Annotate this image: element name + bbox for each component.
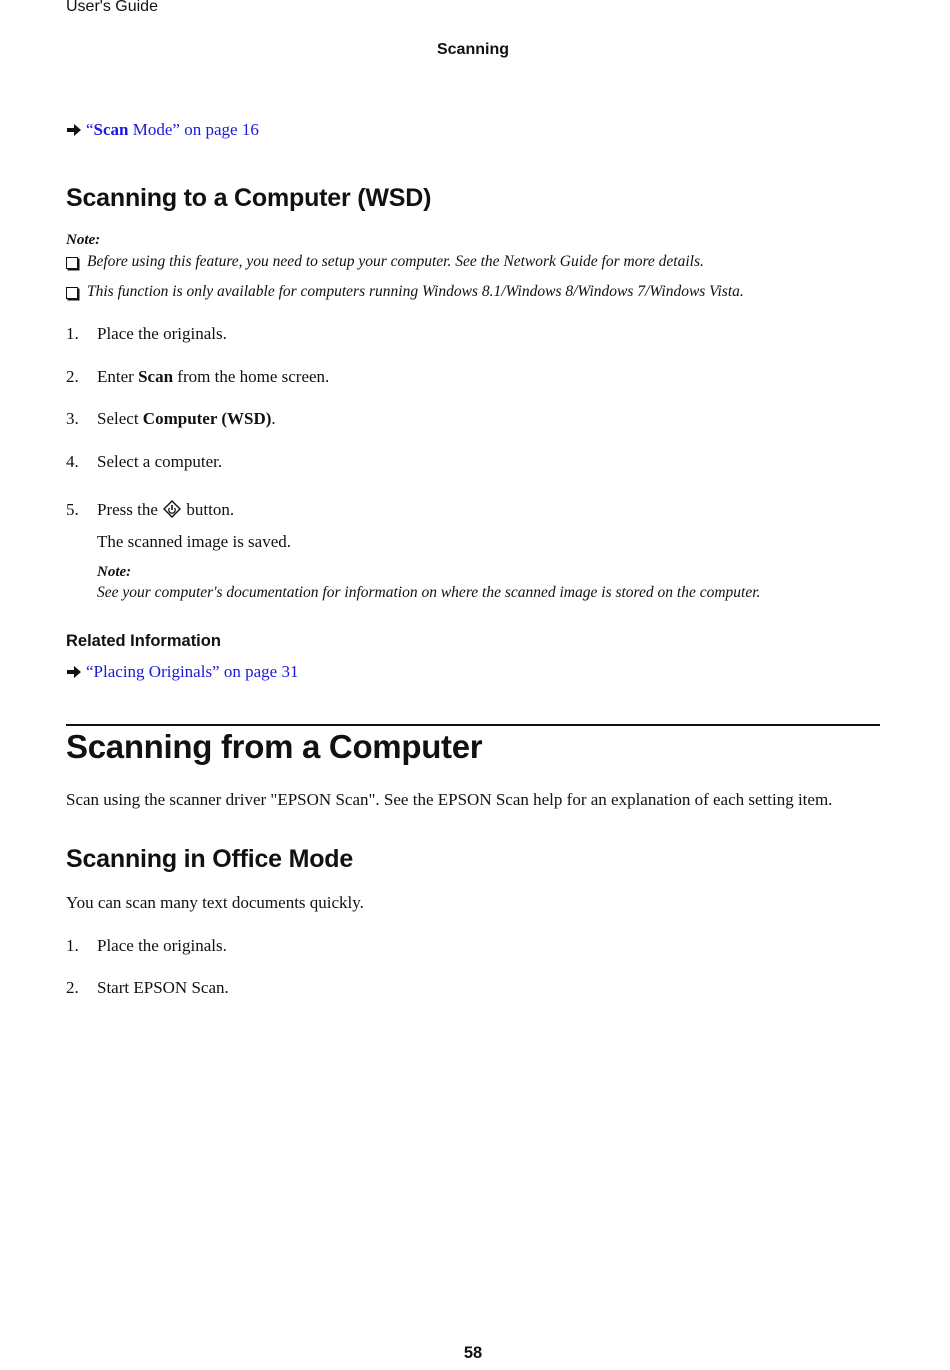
step-number: 1. [66,936,79,955]
step-text: Press the [97,500,163,519]
office-step-1 [66,936,227,956]
step-text: Start EPSON Scan. [97,978,229,997]
step-3 [66,409,276,429]
step-text: Place the originals. [97,324,227,343]
wsd-heading: Scanning to a Computer (WSD) [66,184,432,212]
step-text: Select [97,409,143,428]
step-text: button. [182,500,235,519]
arrow-right-icon [66,665,82,679]
link-open-quote: “ [86,120,94,139]
guide-title: User's Guide [66,0,158,15]
step-number: 2. [66,978,79,997]
step-number: 4. [66,452,79,471]
placing-originals-link-line [66,662,298,682]
note-item [66,283,744,301]
start-button-icon [163,500,181,518]
checkbox-icon [66,257,78,269]
related-information-heading: Related Information [66,632,221,650]
arrow-right-icon [66,123,82,137]
note-text: Before using this feature, you need to setup your computer. See the Network Guide for more details. [87,253,704,270]
step-5-result: The scanned image is saved. [97,532,292,551]
office-step-2 [66,978,229,998]
checkbox-icon [66,287,78,299]
office-mode-intro: You can scan many text documents quickly. [66,893,364,912]
page-number: 58 [463,1344,483,1362]
note-label: Note: [66,232,101,248]
step-5-note-text: See your computer's documentation for information on where the scanned image is stored on the computer. [97,584,761,601]
placing-originals-link[interactable]: “Placing Originals” on page 31 [86,662,299,681]
step-5-note-label: Note: [97,564,132,580]
step-1 [66,324,227,344]
step-5 [66,500,234,520]
section-divider [66,724,880,726]
computer-intro: Scan using the scanner driver "EPSON Scan". See the EPSON Scan help for an explanation of each setting item. [66,790,833,809]
step-2 [66,367,329,387]
step-text: Place the originals. [97,936,227,955]
step-number: 5. [66,500,79,519]
step-number: 1. [66,324,79,343]
step-number: 2. [66,367,79,386]
link-bold-part: Scan [93,120,129,139]
section-title: Scanning [436,41,509,58]
step-number: 3. [66,409,79,428]
office-mode-heading: Scanning in Office Mode [66,845,354,873]
step-text: Enter [97,367,139,386]
step-bold: Computer (WSD) [142,409,272,428]
note-item [66,253,704,271]
computer-heading: Scanning from a Computer [66,728,483,765]
step-text: Select a computer. [97,452,223,471]
link-rest: Mode” on page 16 [128,120,259,139]
step-text: . [271,409,276,428]
scan-mode-link[interactable] [86,120,259,140]
note-text: This function is only available for computers running Windows 8.1/Windows 8/Windows 7/Windows Vista. [87,283,744,300]
step-4 [66,452,222,472]
scan-mode-link-line [66,120,259,140]
step-text: from the home screen. [173,367,330,386]
step-bold: Scan [138,367,174,386]
